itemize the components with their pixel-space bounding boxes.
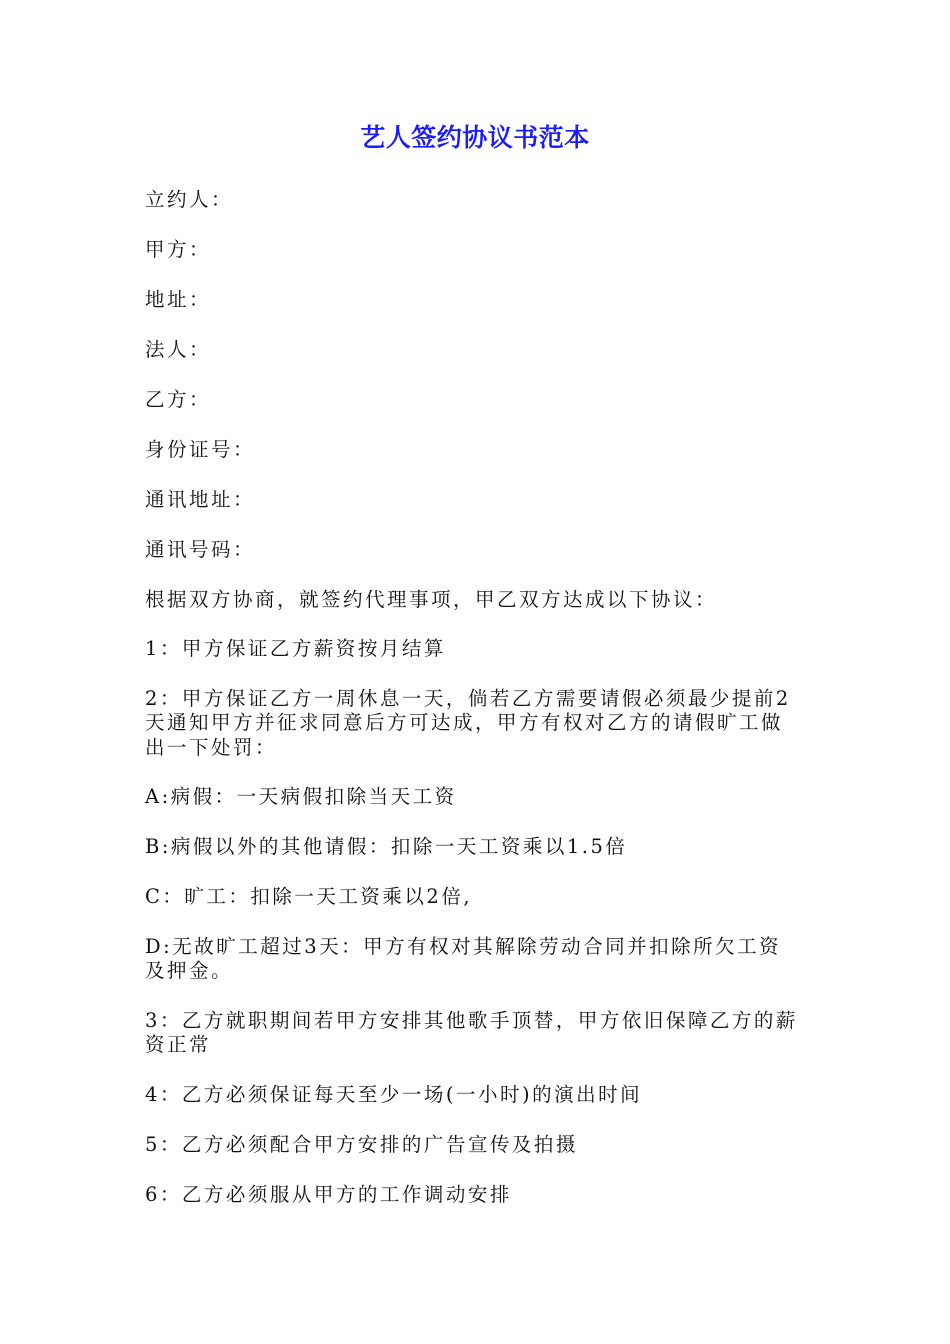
clause-2-line-3: 出一下处罚：: [145, 736, 278, 759]
id-number-line: 身份证号：: [145, 438, 256, 461]
clause-2-line-2: 天通知甲方并征求同意后方可达成，甲方有权对乙方的请假旷工做: [145, 711, 784, 734]
clause-4: 4：乙方必须保证每天至少一场(一小时)的演出时间: [145, 1083, 643, 1106]
mailing-address-line: 通讯地址：: [145, 488, 256, 511]
phone-line: 通讯号码：: [145, 538, 256, 561]
legal-person-line: 法人：: [145, 338, 212, 361]
preamble-paragraph: 根据双方协商，就签约代理事项，甲乙双方达成以下协议：: [145, 588, 718, 611]
clause-a: A:病假：一天病假扣除当天工资: [145, 785, 457, 808]
party-b-line: 乙方：: [145, 388, 212, 411]
party-a-line: 甲方：: [145, 238, 212, 261]
clause-3-line-1: 3：乙方就职期间若甲方安排其他歌手顶替，甲方依旧保障乙方的薪: [145, 1009, 798, 1032]
clause-1: 1：甲方保证乙方薪资按月结算: [145, 637, 446, 660]
clause-2-line-1: 2：甲方保证乙方一周休息一天，倘若乙方需要请假必须最少提前2: [145, 687, 791, 710]
clause-b: B:病假以外的其他请假：扣除一天工资乘以1.5倍: [145, 835, 628, 858]
clause-5: 5：乙方必须配合甲方安排的广告宣传及拍摄: [145, 1133, 578, 1156]
clause-6: 6：乙方必须服从甲方的工作调动安排: [145, 1183, 512, 1206]
address-line: 地址：: [145, 288, 212, 311]
clause-d-line-2: 及押金。: [145, 959, 234, 982]
clause-d-line-1: D:无故旷工超过3天：甲方有权对其解除劳动合同并扣除所欠工资: [145, 935, 782, 958]
document-title: 艺人签约协议书范本: [360, 123, 590, 152]
clause-c: C：旷工：扣除一天工资乘以2倍,: [145, 885, 473, 908]
signer-line: 立约人：: [145, 188, 234, 211]
clause-3-line-2: 资正常: [145, 1033, 212, 1056]
